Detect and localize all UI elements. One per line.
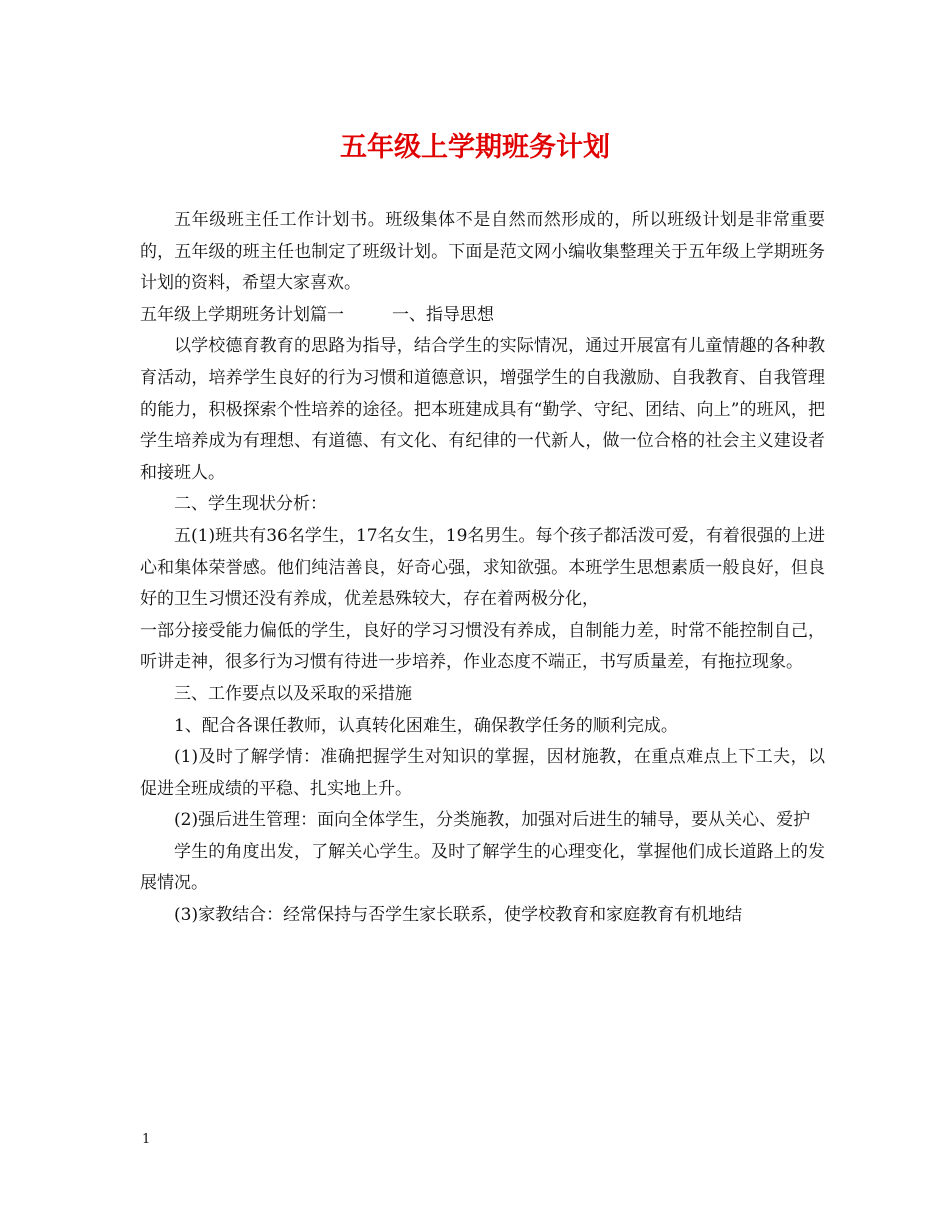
heading-student-analysis: 二、学生现状分析： xyxy=(174,494,327,515)
list-item-1-3: (3)家教结合：经常保持与否学生家长联系，使学校教育和家庭教育有机地结 xyxy=(174,905,743,926)
list-item-1: 1、配合各课任教师，认真转化困难生，确保教学任务的顺利完成。 xyxy=(174,715,678,736)
intro-paragraph: 五年级班主任工作计划书。班级集体不是自然而然形成的，所以班级计划是非常重要的，五年级的班主任也制定了班级计划。下面是范文网小编收集整理关于五年级上学期班务计划的资料，希望大家喜欢。 xyxy=(140,210,825,294)
section-label: 五年级上学期班务计划篇一 xyxy=(140,304,344,325)
list-item-1-2: (2)强后进生管理：面向全体学生，分类施教，加强对后进生的辅导，要从关心、爱护 xyxy=(174,810,811,831)
page-number: 1 xyxy=(142,1132,151,1147)
paragraph-guiding-ideology: 以学校德育教育的思路为指导，结合学生的实际情况，通过开展富有儿童情趣的各种教育活动，培养学生良好的行为习惯和道德意识，增强学生的自我激励、自我教育、自我管理的能力，积极探索个性培养的途径。把本班建成具有“勤学、守纪、团结、向上”的班风，把学生培养成为有理想、有道德、有文化、有纪律的一代新人，做一位合格的社会主义建设者和接班人。 xyxy=(140,336,825,483)
paragraph-student-analysis: 五(1)班共有36名学生，17名女生，19名男生。每个孩子都活泼可爱，有着很强的上进心和集体荣誉感。他们纯洁善良，好奇心强，求知欲强。本班学生思想素质一般良好，但良好的卫生习惯还没有养成，优差悬殊较大，存在着两极分化， xyxy=(140,525,825,610)
list-item-1-2-continued: 学生的角度出发，了解关心学生。及时了解学生的心理变化，掌握他们成长道路上的发展情况。 xyxy=(140,841,825,894)
paragraph-student-analysis-continued: 一部分接受能力偏低的学生，良好的学习习惯没有养成，自制能力差，时常不能控制自己，听讲走神，很多行为习惯有待进一步培养，作业态度不端正，书写质量差，有拖拉现象。 xyxy=(140,620,825,673)
heading-guiding-ideology: 一、指导思想 xyxy=(392,304,494,325)
list-item-1-1: (1)及时了解学情：准确把握学生对知识的掌握，因材施教，在重点难点上下工夫，以促进全班成绩的平稳、扎实地上升。 xyxy=(140,747,825,799)
document-body xyxy=(140,205,825,932)
section-line xyxy=(140,300,825,332)
heading-work-points: 三、工作要点以及采取的采措施 xyxy=(174,683,412,704)
document-title: 五年级上学期班务计划 xyxy=(340,132,610,163)
